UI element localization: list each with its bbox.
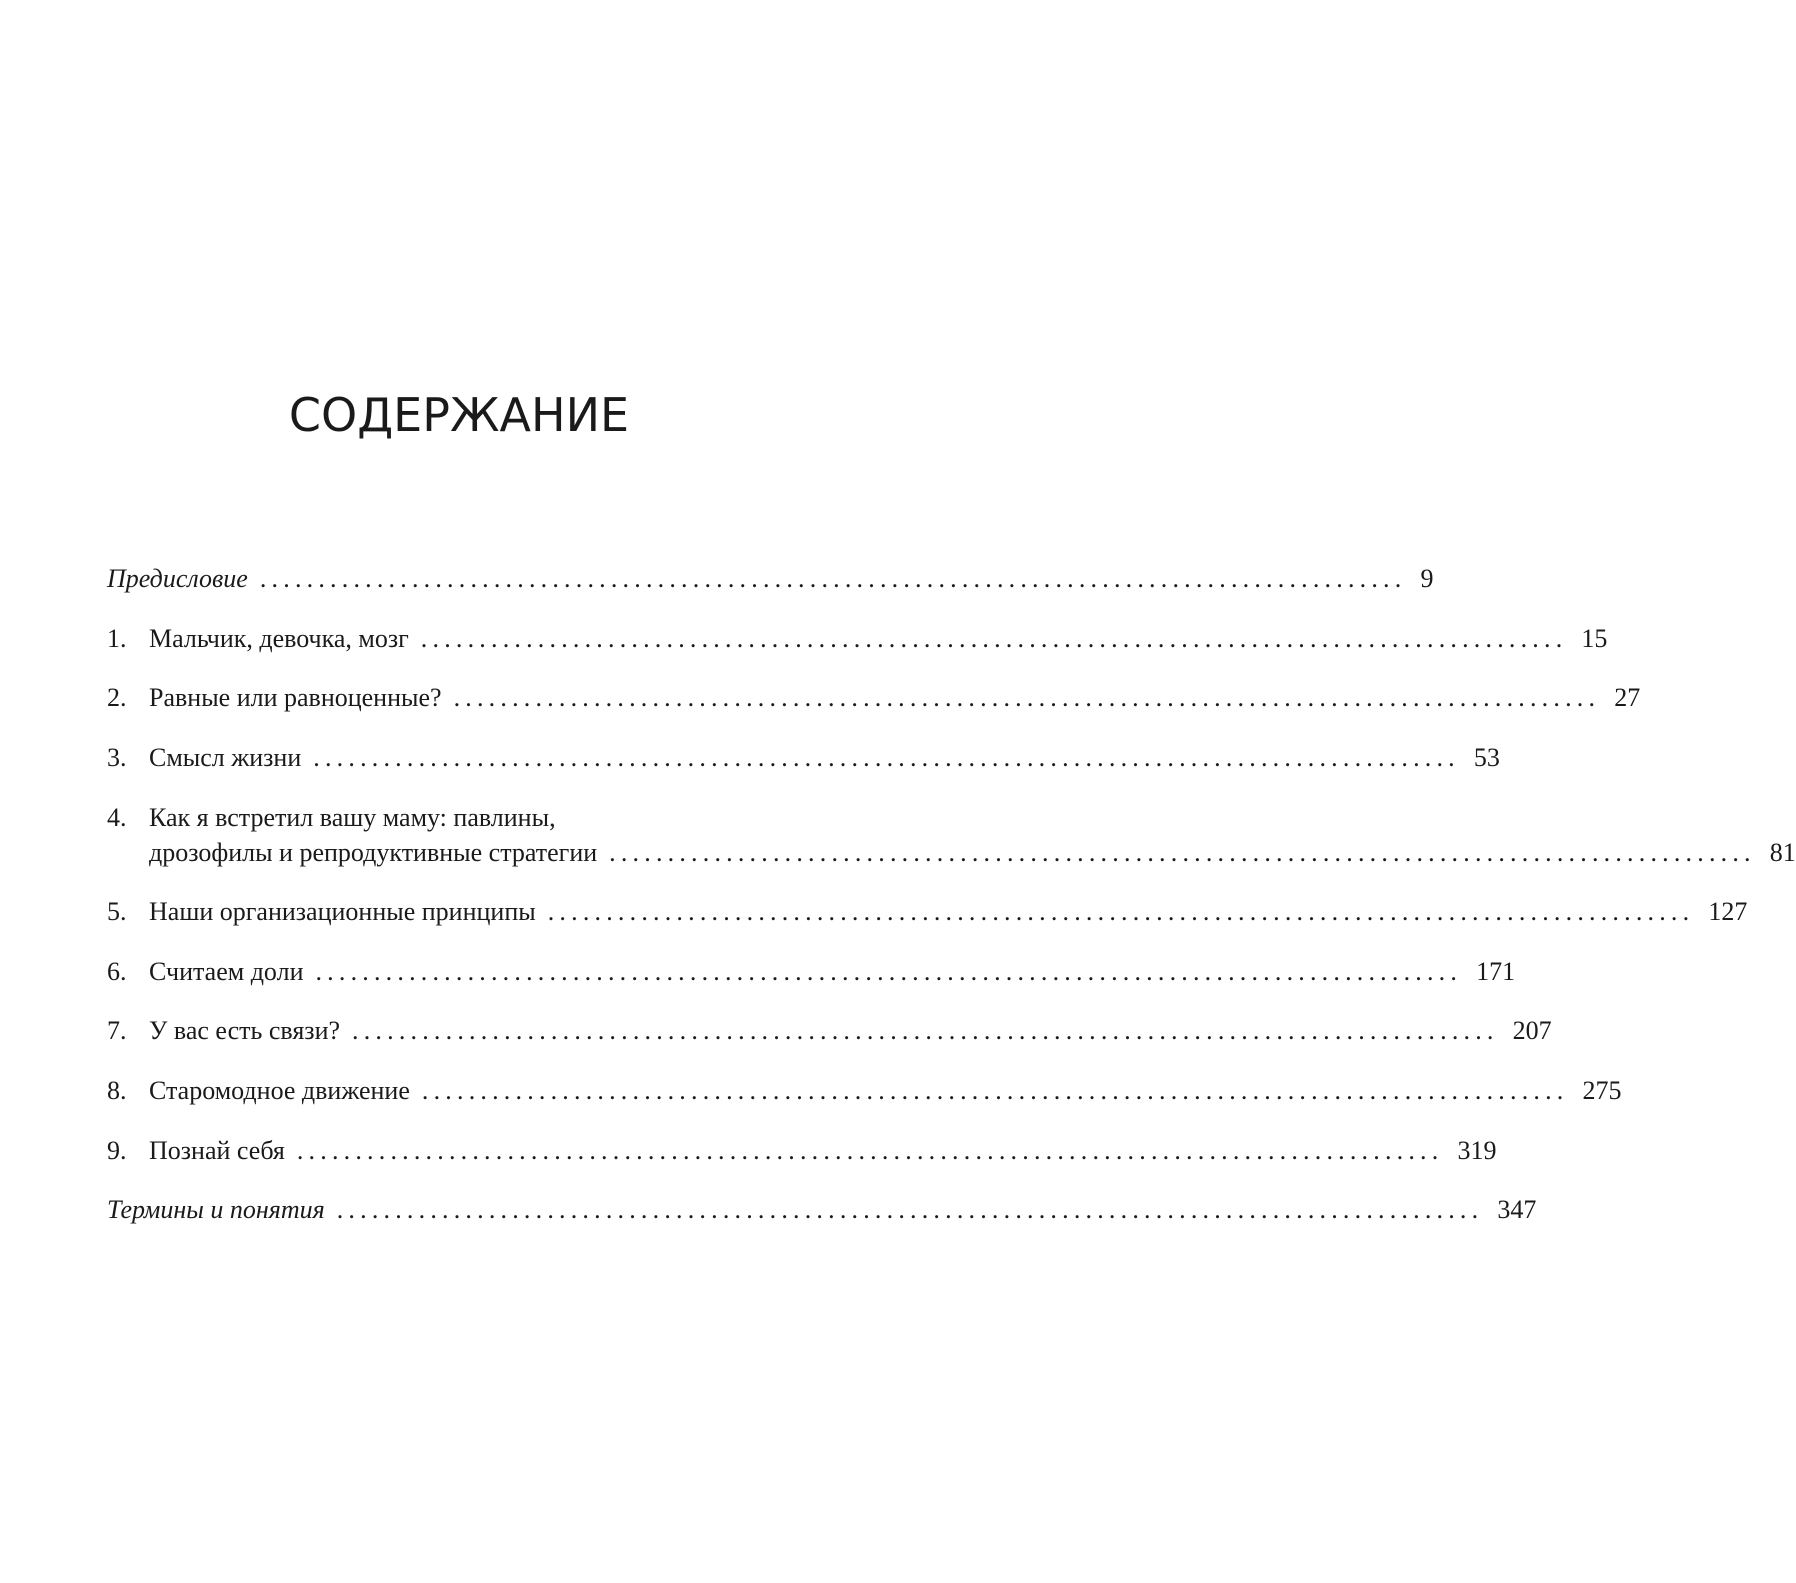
toc-chapter-number: 9.: [107, 1136, 127, 1165]
toc-page-number: 171: [1476, 957, 1516, 986]
toc-entry-title: Как я встретил вашу маму: павлины,: [149, 803, 556, 832]
toc-leader-dots: ..................................................................................................: [315, 957, 1463, 986]
toc-chapter-number: 3.: [107, 743, 127, 772]
toc-leader-dots: ..................................................................................................: [296, 1136, 1444, 1165]
toc-leader-dots: ..................................................................................................: [313, 743, 1460, 772]
toc-entry-title: Мальчик, девочка, мозг: [149, 624, 409, 653]
toc-chapter-number: 2.: [107, 683, 127, 712]
toc-leader-dots: ..................................................................................................: [352, 1016, 1499, 1045]
toc-leader-dots: ..................................................................................................: [336, 1195, 1484, 1224]
toc-chapter-number: 1.: [107, 624, 127, 653]
toc-page-number: 207: [1512, 1016, 1552, 1045]
toc-entry-2[interactable]: [107, 679, 1641, 717]
toc-entry-title-line2: дрозофилы и репродуктивные стратегии: [149, 838, 598, 867]
toc-leader-dots: ..................................................................................................: [547, 897, 1695, 926]
toc-entry-title: Познай себя: [149, 1136, 285, 1165]
toc-entry-3[interactable]: [107, 739, 1500, 777]
toc-entry-8[interactable]: [107, 1072, 1622, 1110]
toc-entry-preface[interactable]: [107, 560, 1434, 598]
toc-page-number: 53: [1473, 743, 1500, 772]
toc-entry-title: Наши организационные принципы: [149, 897, 536, 926]
toc-leader-dots: ..................................................................................................: [259, 564, 1407, 593]
toc-entry-4[interactable]: [107, 799, 809, 837]
toc-leader-dots: ..................................................................................................: [420, 624, 1568, 653]
toc-leader-dots: ..................................................................................................: [421, 1076, 1569, 1105]
toc-entry-title: У вас есть связи?: [149, 1016, 341, 1045]
page-title: СОДЕРЖАНИЕ: [288, 388, 630, 442]
toc-page-number: 27: [1614, 683, 1641, 712]
toc-entry-6[interactable]: [107, 953, 1516, 991]
toc-chapter-number: 5.: [107, 897, 127, 926]
toc-entry-title: Равные или равноценные?: [149, 683, 442, 712]
toc-chapter-number: 6.: [107, 957, 127, 986]
toc-entry-7[interactable]: [107, 1012, 1552, 1050]
toc-entry-title: Предисловие: [107, 564, 248, 593]
toc-page-number: 127: [1708, 897, 1748, 926]
toc-entry-1[interactable]: [107, 620, 1608, 658]
toc-leader-dots: ..................................................................................................: [609, 838, 1756, 867]
toc-entry-title: Смысл жизни: [149, 743, 302, 772]
toc-page-number: 319: [1457, 1136, 1497, 1165]
toc-page-number: 275: [1582, 1076, 1622, 1105]
toc-entry-9[interactable]: [107, 1132, 1497, 1170]
toc-entry-title: Считаем доли: [149, 957, 304, 986]
toc-chapter-number: 4.: [107, 803, 127, 832]
toc-entry-glossary[interactable]: [107, 1191, 1537, 1229]
toc-leader-dots: ..................................................................................................: [453, 683, 1601, 712]
toc-entry-4-continuation[interactable]: [149, 834, 1796, 872]
toc-entry-title: Термины и понятия: [107, 1195, 325, 1224]
toc-entry-5[interactable]: [107, 893, 1748, 931]
toc-chapter-number: 8.: [107, 1076, 127, 1105]
toc-page-number: 81: [1769, 838, 1796, 867]
toc-page-number: 9: [1420, 564, 1434, 593]
toc-page-number: 15: [1581, 624, 1608, 653]
toc-page-number: 347: [1497, 1195, 1537, 1224]
toc-chapter-number: 7.: [107, 1016, 127, 1045]
toc-entry-title: Старомодное движение: [149, 1076, 410, 1105]
